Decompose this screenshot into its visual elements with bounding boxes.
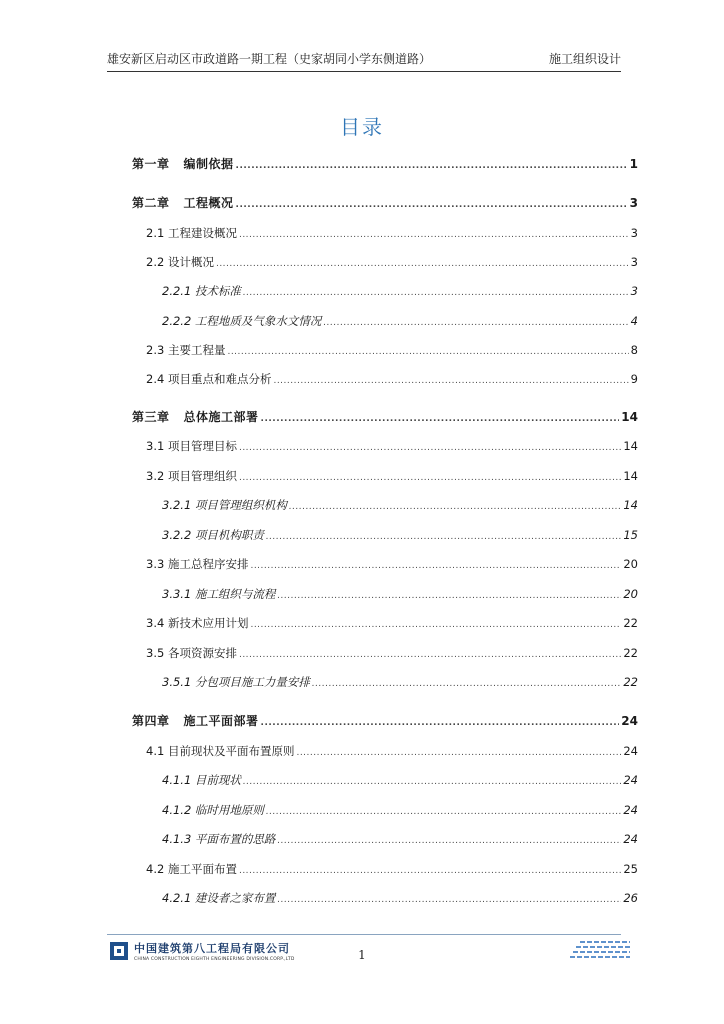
toc-dot-leader bbox=[261, 715, 620, 731]
toc-page-number: 22 bbox=[623, 675, 638, 689]
toc-dot-leader bbox=[239, 470, 621, 486]
toc-page-number: 1 bbox=[629, 157, 638, 171]
toc-entry-label: 4.1.3 平面布置的思路 bbox=[162, 832, 276, 846]
toc-entry[interactable] bbox=[162, 772, 638, 790]
toc-dot-leader bbox=[277, 892, 621, 908]
toc-page-number: 24 bbox=[623, 744, 638, 758]
toc-entry[interactable] bbox=[146, 556, 638, 574]
toc-entry[interactable] bbox=[146, 615, 638, 633]
toc-page-number: 8 bbox=[630, 343, 638, 357]
toc-entry[interactable] bbox=[162, 890, 638, 908]
toc-dot-leader bbox=[227, 344, 628, 360]
toc-entry[interactable] bbox=[162, 313, 638, 331]
toc-page-number: 14 bbox=[623, 498, 638, 512]
toc-chapter-title: 总体施工部署 bbox=[183, 410, 259, 424]
toc-dot-leader bbox=[312, 676, 621, 692]
toc-entry-label bbox=[132, 409, 259, 425]
toc-entry-label: 3.5 各项资源安排 bbox=[146, 646, 237, 660]
toc-entry-label: 3.3 施工总程序安排 bbox=[146, 557, 249, 571]
toc-page-number: 26 bbox=[623, 891, 638, 905]
toc-dot-leader bbox=[236, 158, 628, 174]
toc-entry-label bbox=[132, 156, 234, 172]
toc-entry-label: 2.2.1 技术标准 bbox=[162, 284, 241, 298]
toc-title: 目录 bbox=[340, 115, 384, 139]
toc-dot-leader bbox=[243, 774, 621, 790]
toc-entry[interactable] bbox=[132, 409, 638, 427]
toc-entry-label: 2.4 项目重点和难点分析 bbox=[146, 372, 272, 386]
toc-entry-label: 4.1.2 临时用地原则 bbox=[162, 803, 264, 817]
footer-rule bbox=[107, 934, 621, 935]
toc-dot-leader bbox=[261, 411, 620, 427]
toc-entry[interactable] bbox=[146, 225, 638, 243]
toc-entry-label: 3.2 项目管理组织 bbox=[146, 469, 237, 483]
toc-entry-label: 3.2.2 项目机构职责 bbox=[162, 528, 264, 542]
toc-entry-label: 3.5.1 分包项目施工力量安排 bbox=[162, 675, 310, 689]
toc-entry-label: 3.3.1 施工组织与流程 bbox=[162, 587, 276, 601]
company-name-cn: 中国建筑第八工程局有限公司 bbox=[134, 942, 290, 955]
toc-chapter-number: 第二章 bbox=[132, 196, 170, 210]
toc-page-number: 3 bbox=[630, 226, 638, 240]
toc-entry[interactable] bbox=[162, 586, 638, 604]
toc-page-number: 14 bbox=[623, 469, 638, 483]
toc-page-number: 24 bbox=[623, 773, 638, 787]
toc-dot-leader bbox=[239, 440, 621, 456]
toc-entry-label: 2.2 设计概况 bbox=[146, 255, 214, 269]
toc-entry-label: 2.3 主要工程量 bbox=[146, 343, 226, 357]
toc-entry[interactable] bbox=[146, 468, 638, 486]
toc-entry-label: 3.2.1 项目管理组织机构 bbox=[162, 498, 287, 512]
page-number: 1 bbox=[358, 948, 366, 962]
toc-dot-leader bbox=[236, 197, 628, 213]
toc-entry-label bbox=[132, 713, 259, 729]
toc-entry[interactable] bbox=[162, 674, 638, 692]
toc-entry[interactable] bbox=[146, 438, 638, 456]
toc-page-number: 20 bbox=[623, 587, 638, 601]
toc-entry[interactable] bbox=[146, 645, 638, 663]
toc-entry[interactable] bbox=[162, 283, 638, 301]
toc-dot-leader bbox=[250, 617, 621, 633]
toc-page-number: 14 bbox=[621, 410, 638, 424]
toc-page-number: 15 bbox=[623, 528, 638, 542]
toc-chapter-number: 第三章 bbox=[132, 410, 170, 424]
toc-page-number: 25 bbox=[623, 862, 638, 876]
toc-chapter-number: 第一章 bbox=[132, 157, 170, 171]
toc-entry-label: 4.1 目前现状及平面布置原则 bbox=[146, 744, 295, 758]
toc-dot-leader bbox=[216, 256, 629, 272]
header-doc-type: 施工组织设计 bbox=[548, 52, 621, 66]
toc-chapter-title: 工程概况 bbox=[183, 196, 234, 210]
toc-page-number: 9 bbox=[630, 372, 638, 386]
toc-dot-leader bbox=[277, 833, 621, 849]
toc-page-number: 22 bbox=[623, 646, 638, 660]
toc-entry[interactable] bbox=[132, 156, 638, 174]
toc-entry[interactable] bbox=[162, 802, 638, 820]
toc-entry-label: 3.1 项目管理目标 bbox=[146, 439, 237, 453]
toc-dot-leader bbox=[250, 558, 621, 574]
toc-entry[interactable] bbox=[146, 254, 638, 272]
toc-chapter-number: 第四章 bbox=[132, 714, 170, 728]
toc-entry-label: 2.1 工程建设概况 bbox=[146, 226, 237, 240]
toc-entry[interactable] bbox=[162, 527, 638, 545]
toc-page-number: 3 bbox=[629, 196, 638, 210]
toc-dot-leader bbox=[289, 499, 621, 515]
toc-entry-label: 4.1.1 目前现状 bbox=[162, 773, 241, 787]
toc-dot-leader bbox=[266, 804, 621, 820]
toc-entry[interactable] bbox=[132, 713, 638, 731]
toc-entry-label: 4.2.1 建设者之家布置 bbox=[162, 891, 276, 905]
toc-dot-leader bbox=[273, 373, 628, 389]
toc-dot-leader bbox=[266, 529, 621, 545]
toc-page-number: 4 bbox=[630, 314, 638, 328]
toc-entry[interactable] bbox=[146, 371, 638, 389]
toc-entry[interactable] bbox=[162, 497, 638, 515]
toc-dot-leader bbox=[239, 227, 629, 243]
toc-page-number: 20 bbox=[623, 557, 638, 571]
toc-dot-leader bbox=[277, 588, 621, 604]
toc-entry-label: 2.2.2 工程地质及气象水文情况 bbox=[162, 314, 322, 328]
toc-entry-label: 4.2 施工平面布置 bbox=[146, 862, 237, 876]
toc-entry[interactable] bbox=[146, 743, 638, 761]
toc-page-number: 22 bbox=[623, 616, 638, 630]
toc-page-number: 24 bbox=[623, 803, 638, 817]
toc-dot-leader bbox=[296, 745, 621, 761]
toc-page-number: 3 bbox=[630, 284, 638, 298]
toc-chapter-title: 施工平面部署 bbox=[183, 714, 259, 728]
toc-dot-leader bbox=[243, 285, 629, 301]
toc-page-number: 24 bbox=[623, 832, 638, 846]
toc-entry[interactable] bbox=[162, 831, 638, 849]
decorative-stripes-icon bbox=[570, 940, 632, 962]
toc-entry[interactable] bbox=[146, 861, 638, 879]
header-project-title: 雄安新区启动区市政道路一期工程（史家胡同小学东侧道路） bbox=[107, 52, 432, 66]
toc-entry-label bbox=[132, 195, 234, 211]
toc-entry[interactable] bbox=[132, 195, 638, 213]
toc-chapter-title: 编制依据 bbox=[183, 157, 234, 171]
toc-dot-leader bbox=[239, 647, 621, 663]
toc-page-number: 24 bbox=[621, 714, 638, 728]
page-header bbox=[107, 50, 621, 72]
toc-entry[interactable] bbox=[146, 342, 638, 360]
toc-dot-leader bbox=[239, 863, 621, 879]
toc-entry-label: 3.4 新技术应用计划 bbox=[146, 616, 249, 630]
toc-page-number: 14 bbox=[623, 439, 638, 453]
toc-dot-leader bbox=[323, 315, 628, 331]
toc-page-number: 3 bbox=[630, 255, 638, 269]
company-name-en: CHINA CONSTRUCTION EIGHTH ENGINEERING DIVISION.CORP.,LTD bbox=[134, 957, 295, 962]
